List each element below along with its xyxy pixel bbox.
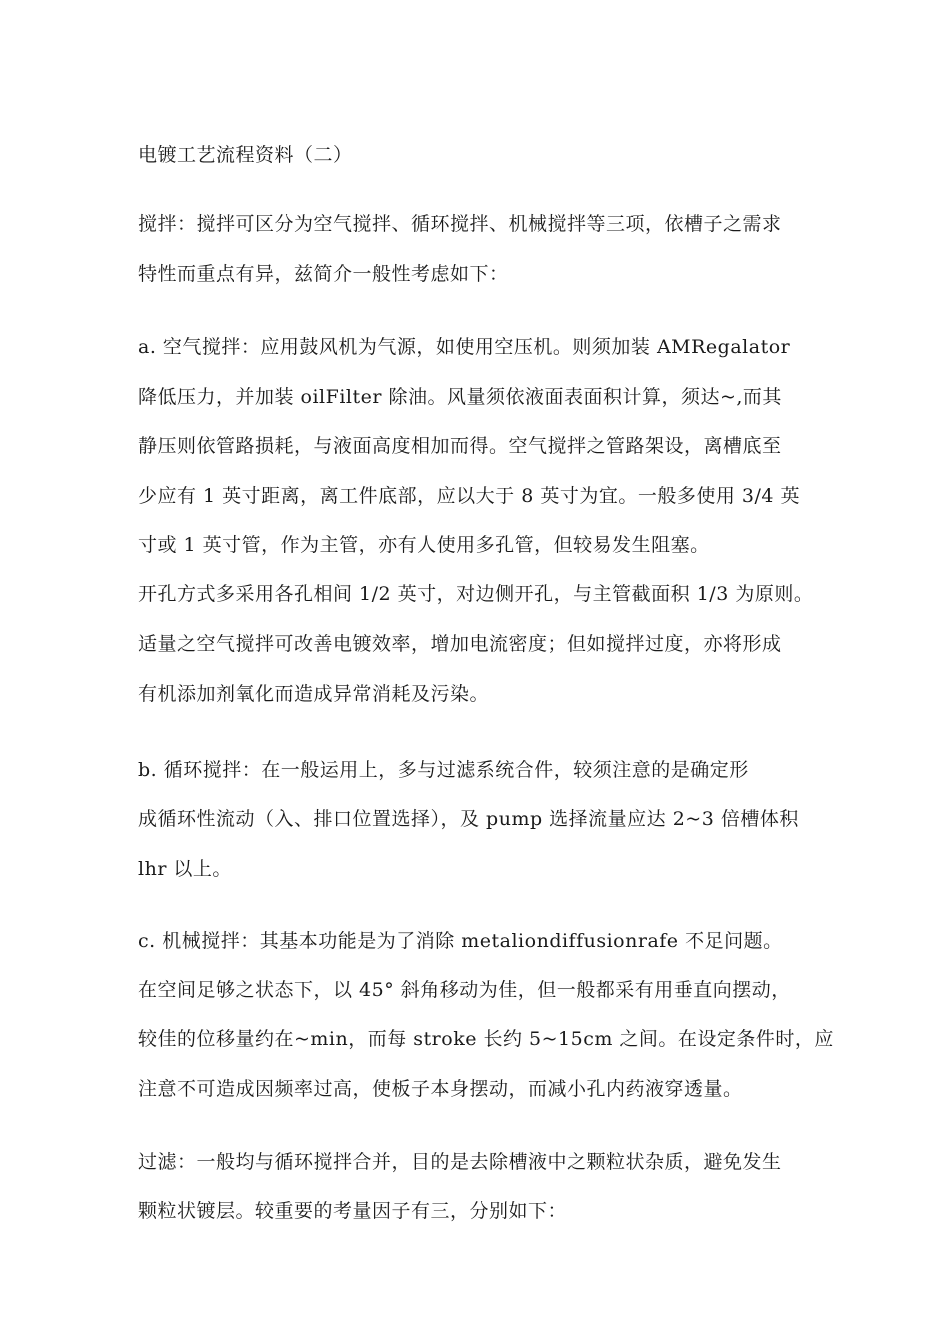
section-b-line-1: b. 循环搅拌：在一般运用上，多与过滤系统合件，较须注意的是确定形 <box>138 759 749 781</box>
section-c-line-2: 在空间足够之状态下，以 45° 斜角移动为佳，但一般都采有用垂直向摆动， <box>138 979 791 1001</box>
section-a-line-8: 有机添加剂氧化而造成异常消耗及污染。 <box>138 683 490 705</box>
section-a-line-3: 静压则依管路损耗，与液面高度相加而得。空气搅拌之管路架设，离槽底至 <box>138 435 782 457</box>
section-a-line-6: 开孔方式多采用各孔相间 1/2 英寸，对边侧开孔，与主管截面积 1/3 为原则。 <box>138 583 814 605</box>
filter-line-1: 过滤：一般均与循环搅拌合并，目的是去除槽液中之颗粒状杂质，避免发生 <box>138 1151 782 1173</box>
section-c-line-3: 较佳的位移量约在~min，而每 stroke 长约 5~15cm 之间。在设定条件时，应 <box>138 1028 834 1050</box>
section-c-line-4: 注意不可造成因频率过高，使板子本身摆动，而减小孔内药液穿透量。 <box>138 1078 743 1100</box>
section-b-line-2: 成循环性流动（入、排口位置选择），及 pump 选择流量应达 2~3 倍槽体积 <box>138 808 799 830</box>
document-title: 电镀工艺流程资料（二） <box>138 144 353 166</box>
section-a-line-7: 适量之空气搅拌可改善电镀效率，增加电流密度；但如搅拌过度，亦将形成 <box>138 633 782 655</box>
section-c-line-1: c. 机械搅拌：其基本功能是为了消除 metaliondiffusionrafe 不足问题。 <box>138 930 783 952</box>
section-a-line-4: 少应有 1 英寸距离，离工件底部，应以大于 8 英寸为宜。一般多使用 3/4 英 <box>138 485 800 507</box>
section-a-line-1: a. 空气搅拌：应用鼓风机为气源，如使用空压机。则须加装 AMRegalator <box>138 336 791 358</box>
section-a-line-2: 降低压力，并加装 oilFilter 除油。风量须依液面表面积计算，须达~,而其 <box>138 386 782 408</box>
section-a-line-5: 寸或 1 英寸管，作为主管，亦有人使用多孔管，但较易发生阻塞。 <box>138 534 710 556</box>
filter-line-2: 颗粒状镀层。较重要的考量因子有三，分别如下： <box>138 1200 568 1222</box>
section-b-line-3: lhr 以上。 <box>138 858 232 880</box>
intro-line-2: 特性而重点有异，兹简介一般性考虑如下： <box>138 263 509 285</box>
intro-line-1: 搅拌：搅拌可区分为空气搅拌、循环搅拌、机械搅拌等三项，依槽子之需求 <box>138 213 782 235</box>
